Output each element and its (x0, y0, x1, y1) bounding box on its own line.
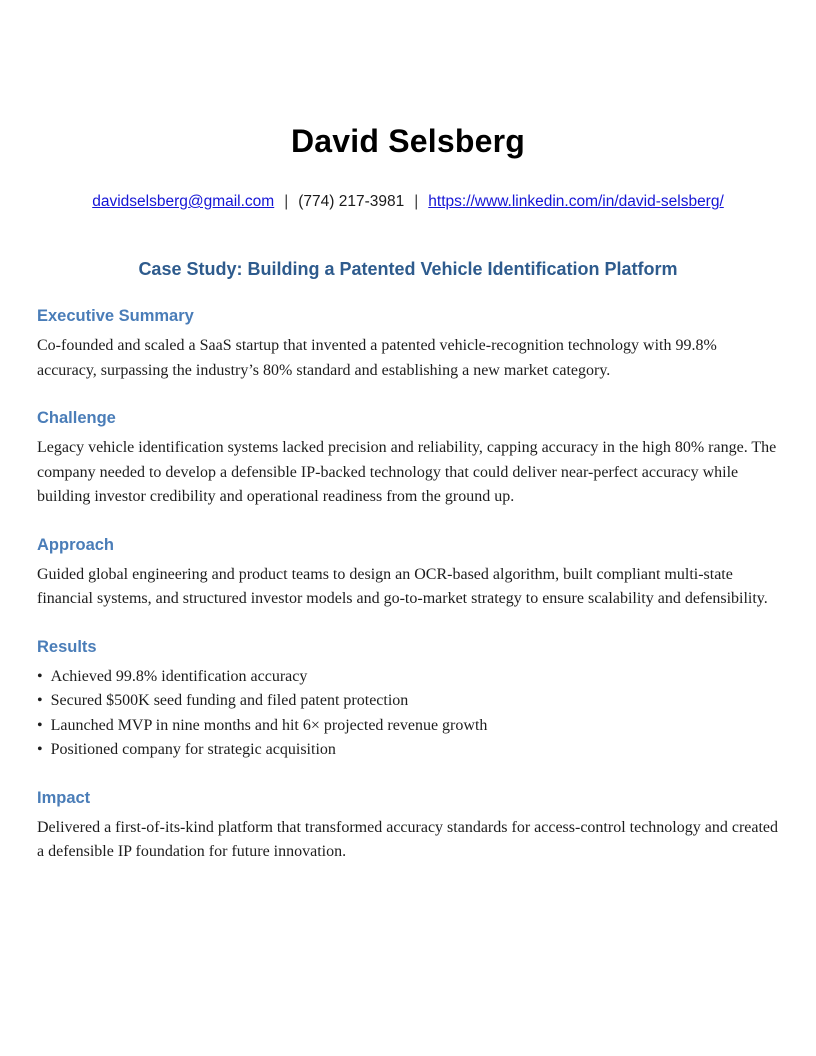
section-heading-results: Results (37, 637, 97, 656)
result-bullet (37, 665, 779, 690)
phone-number: (774) 217-3981 (298, 193, 405, 210)
section-results (37, 636, 779, 763)
bullet-marker: • (37, 716, 43, 734)
bullet-marker: • (37, 741, 43, 758)
contact-line (37, 192, 779, 212)
case-study-title: Case Study: Building a Patented Vehicle Identification Platform (138, 259, 678, 279)
results-bullet-list (37, 665, 779, 763)
section-body-challenge: Legacy vehicle identification systems lacked precision and reliability, capping accuracy in the high 80% range. The company needed to develop a defensible IP-backed technology that could deliver near-perfect accuracy while building investor credibility and operational readiness from the ground up. (37, 439, 777, 505)
section-heading-challenge: Challenge (37, 409, 116, 427)
section-body-executive-summary: Co-founded and scaled a SaaS startup that invented a patented vehicle-recognition technology with 99.8% accuracy, surpassing the industry’s 80% standard and establishing a new market category. (37, 337, 717, 379)
result-bullet-text: Launched MVP in nine months and hit 6× projected revenue growth (50, 716, 488, 734)
result-bullet (37, 714, 779, 739)
person-name-title: David Selsberg (290, 123, 525, 159)
section-body-impact: Delivered a first-of-its-kind platform that transformed accuracy standards for access-control technology and created a defensible IP foundation for future innovation. (37, 818, 779, 860)
section-executive-summary (37, 305, 779, 383)
linkedin-link[interactable]: https://www.linkedin.com/in/david-selsberg/ (428, 193, 724, 210)
result-bullet-text: Secured $500K seed funding and filed patent protection (50, 692, 409, 709)
bullet-marker: • (37, 692, 43, 709)
section-impact (37, 787, 779, 865)
section-challenge (37, 407, 779, 510)
email-link[interactable]: davidselsberg@gmail.com (92, 193, 275, 210)
section-heading-impact: Impact (37, 788, 91, 807)
result-bullet-text: Positioned company for strategic acquisition (50, 741, 336, 758)
bullet-marker: • (37, 667, 43, 685)
result-bullet-text: Achieved 99.8% identification accuracy (50, 667, 308, 685)
section-approach (37, 534, 779, 612)
section-body-approach: Guided global engineering and product teams to design an OCR-based algorithm, built compliant multi-state financial systems, and structured investor models and go-to-market strategy to ensure scalability and defensibility. (37, 565, 768, 607)
section-heading-executive-summary: Executive Summary (37, 307, 194, 325)
contact-separator: | (414, 193, 419, 210)
section-heading-approach: Approach (37, 535, 115, 554)
contact-separator: | (284, 193, 289, 210)
result-bullet (37, 738, 779, 763)
result-bullet (37, 689, 779, 714)
